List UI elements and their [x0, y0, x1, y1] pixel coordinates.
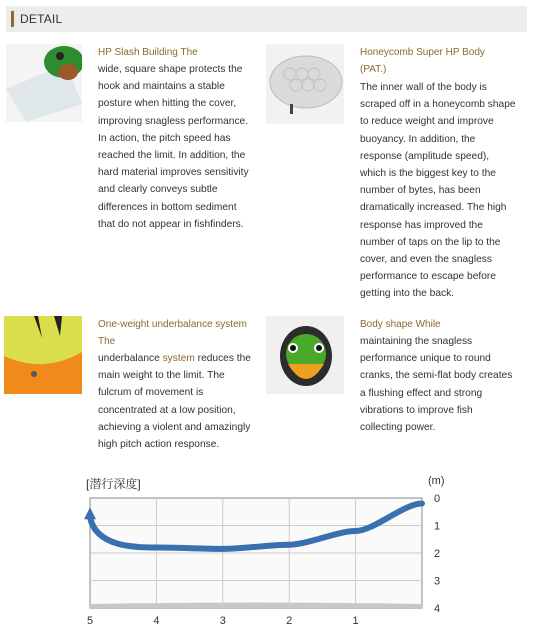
y-tick-label: 2: [434, 548, 441, 560]
description-line: maintaining the snagless: [360, 336, 473, 347]
feature-description: [360, 79, 528, 303]
honeycomb-body-image: [266, 44, 344, 124]
unit-label: (m): [428, 475, 445, 487]
feature-description: [98, 350, 263, 453]
description-line: getting into the back.: [360, 288, 455, 300]
y-tick-label: 3: [434, 575, 441, 588]
slash-lure-image: [6, 44, 82, 122]
bottom-band: [90, 603, 422, 609]
diving-depth-chart: [80, 472, 460, 632]
description-line: to reduce weight and improve: [360, 116, 494, 128]
description-line: hard material improves sensitivity: [98, 167, 249, 179]
description-line: achieving a violent and amazingly: [98, 421, 251, 433]
description-line: which is the biggest key to the: [360, 168, 496, 180]
feature-title: Body shape While: [360, 319, 441, 330]
feature-description: [360, 333, 528, 436]
x-tick-label: 1: [352, 615, 359, 627]
description-line: differences in bottom sediment: [98, 201, 237, 213]
description-line: In action, the pitch speed has: [98, 132, 231, 144]
accent-bar: [11, 11, 14, 27]
description-line: main weight to the limit. The: [98, 370, 225, 382]
description-line: hook and maintains a stable: [98, 81, 225, 93]
chart-title: [潜行深度]: [86, 477, 141, 491]
description-line: reached the limit. In addition, the: [98, 150, 246, 162]
x-tick-label: 4: [153, 615, 160, 627]
description-line: response (amplitude speed),: [360, 150, 490, 162]
body-shape-lure-image: [266, 316, 344, 394]
x-tick-label: 2: [286, 615, 293, 627]
feature-title: HP Slash Building The: [98, 47, 198, 58]
description-line: scraped off in a honeycomb shape: [360, 99, 516, 111]
underbalance-lure-image: [4, 316, 82, 394]
description-line: buoyancy. In addition, the: [360, 133, 476, 145]
description-line: improving snagless performance.: [98, 115, 249, 127]
y-tick-label: 0: [434, 493, 441, 505]
y-tick-label: 4: [434, 603, 441, 615]
description-line: vibrations to improve fish: [360, 404, 473, 416]
description-line: high pitch action response.: [98, 439, 220, 451]
description-line: collecting power.: [360, 422, 436, 434]
description-line: a flushing effect and strong: [360, 387, 483, 399]
description-line: fulcrum of movement is: [98, 387, 204, 399]
description-line: wide, square shape protects the: [98, 64, 243, 75]
description-line: number of bytes, has been: [360, 185, 481, 197]
section-header: [6, 6, 527, 32]
description-line: number of taps on the lip to the: [360, 236, 501, 248]
section-title: DETAIL: [20, 12, 63, 26]
description-line: cranks, the semi-flat body creates: [360, 370, 513, 382]
description-line: dramatically increased. The high: [360, 202, 507, 214]
description-line: underbalance system reduces the: [98, 353, 251, 364]
description-line: concentrated at a low position,: [98, 404, 236, 416]
feature-title: One-weight underbalance system The: [98, 319, 247, 347]
description-line: performance unique to round: [360, 353, 491, 365]
feature-title: Honeycomb Super HP Body (PAT.): [360, 47, 485, 75]
x-tick-label: 5: [86, 615, 94, 627]
description-line: performance to escape before: [360, 271, 496, 283]
description-line: cover, and even the snagless: [360, 254, 492, 266]
description-line: response has improved the: [360, 219, 483, 231]
y-tick-label: 1: [434, 520, 441, 533]
description-line: that do not appear in fishfinders.: [98, 218, 244, 230]
description-line: and clearly conveys subtle: [98, 184, 218, 196]
description-line: posture when hitting the cover,: [98, 98, 237, 110]
description-line: The inner wall of the body is: [360, 82, 487, 93]
feature-description: [98, 61, 258, 233]
x-tick-label: 3: [219, 615, 226, 627]
